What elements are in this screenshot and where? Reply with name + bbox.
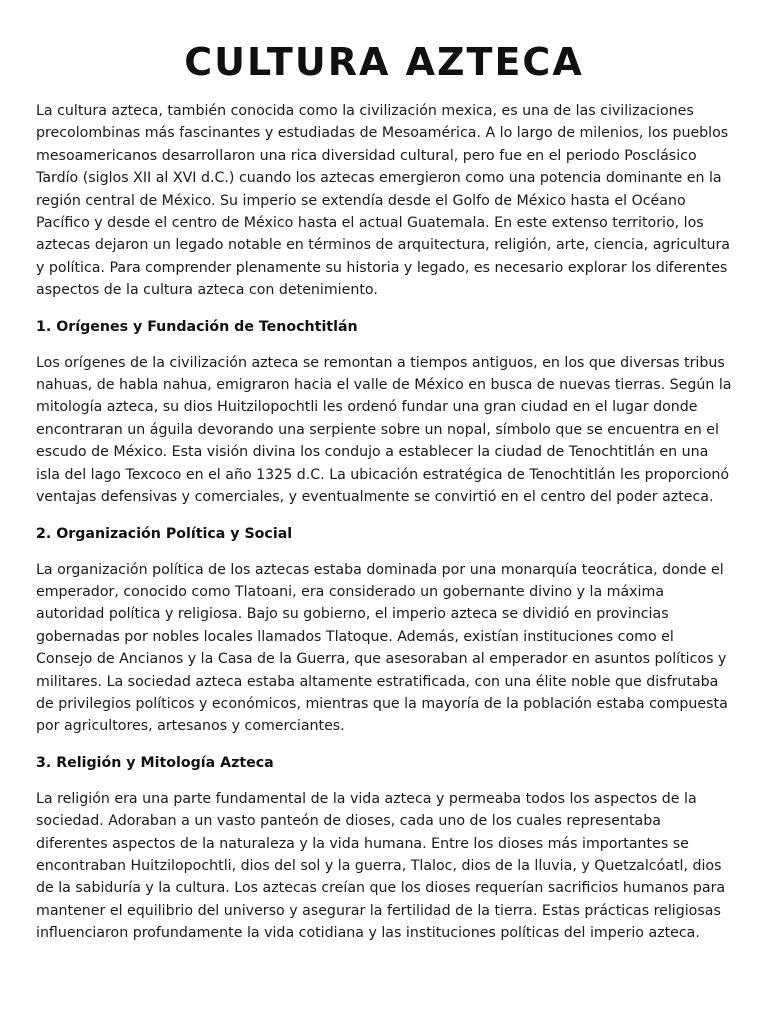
section-body-religion: La religión era una parte fundamental de la vida azteca y permeaba todos los aspectos de la sociedad. Adoraban a un vasto panteón de dioses, cada uno de los cuales representaba diferentes aspectos de la naturaleza y la vida humana. Entre los dioses más importantes se encontraban Huitzilopochtli, dios del sol y la guerra, Tlaloc, dios de la lluvia, y Quetzalcóatl, dios de la sabiduría y la cultura. Los aztecas creían que los dioses requerían sacrificios humanos para mantener el equilibrio del universo y asegurar la fertilidad de la tierra. Estas prácticas religiosas influenciaron profundamente la vida cotidiana y las instituciones políticas del imperio azteca.	[36, 790, 726, 942]
section-heading-origins: 1. Orígenes y Fundación de Tenochtitlán	[36, 318, 358, 335]
section-body-political-organization: La organización política de los aztecas estaba dominada por una monarquía teocrática, donde el emperador, conocido como Tlatoani, era considerado un gobernante divino y la máxima autoridad política y religiosa. Bajo su gobierno, el imperio azteca se dividió en provincias gobernadas por nobles locales llamados Tlatoque. Además, existían instituciones como el Consejo de Ancianos y la Casa de la Guerra, que asesoraban al emperador en asuntos políticos y militares. La sociedad azteca estaba altamente estratificada, con una élite noble que disfrutaba de privilegios políticos y económicos, mientras que la mayoría de la población estaba compuesta por agricultores, artesanos y comerciantes.	[36, 561, 728, 735]
section-body-origins: Los orígenes de la civilización azteca se remontan a tiempos antiguos, en los que diversas tribus nahuas, de habla nahua, emigraron hacia el valle de México en busca de nuevas tierras. Según la mitología azteca, su dios Huitzilopochtli les ordenó fundar una gran ciudad en el lugar donde encontraran un águila devorando una serpiente sobre un nopal, símbolo que se encuentra en el escudo de México. Esta visión divina los condujo a establecer la ciudad de Tenochtitlán en una isla del lago Texcoco en el año 1325 d.C. La ubicación estratégica de Tenochtitlán les proporcionó ventajas defensivas y comerciales, y eventualmente se convirtió en el centro del poder azteca.	[36, 354, 732, 506]
section-heading-political-organization: 2. Organización Política y Social	[36, 525, 293, 542]
intro-paragraph: La cultura azteca, también conocida como la civilización mexica, es una de las civilizaciones precolombinas más fascinantes y estudiadas de Mesoamérica. A lo largo de milenios, los pueblos mesoamericanos desarrollaron una rica diversidad cultural, pero fue en el periodo Posclásico Tardío (siglos XII al XVI d.C.) cuando los aztecas emergieron como una potencia dominante en la región central de México. Su imperio se extendía desde el Golfo de México hasta el Océano Pacífico y desde el centro de México hasta el actual Guatemala. En este extenso territorio, los aztecas dejaron un legado notable en términos de arquitectura, religión, arte, ciencia, agricultura y política. Para comprender plenamente su historia y legado, es necesario explorar los diferentes aspectos de la cultura azteca con detenimiento.	[36, 103, 730, 299]
page-title: CULTURA AZTECA	[184, 40, 584, 84]
section-heading-religion: 3. Religión y Mitología Azteca	[36, 754, 274, 771]
